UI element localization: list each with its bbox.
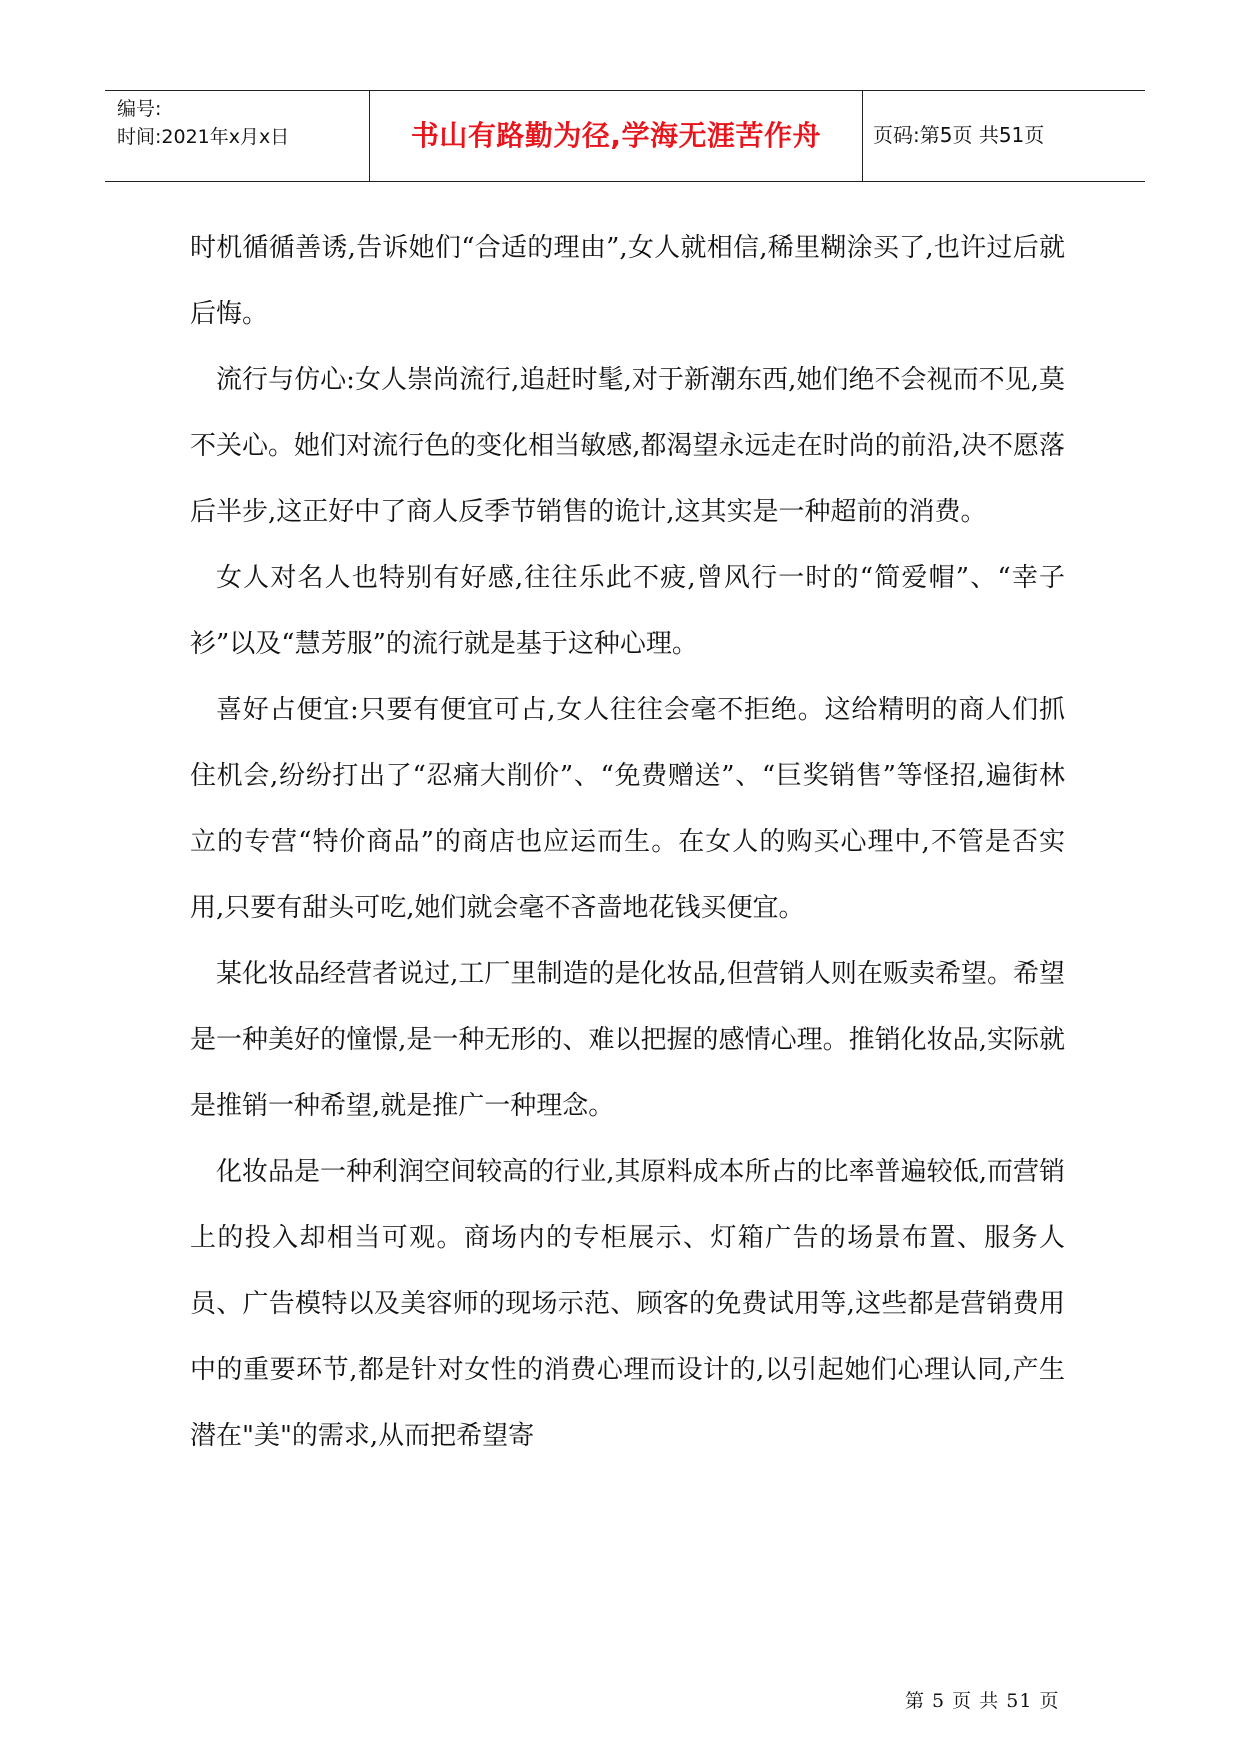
document-body xyxy=(190,215,1065,1469)
header-page-number: 页码:第5页 共51页 xyxy=(873,123,1045,147)
paragraph: 喜好占便宜:只要有便宜可占,女人往往会毫不拒绝。这给精明的商人们抓住机会,纷纷打出了“忍痛大削价”、“免费赠送”、“巨奖销售”等怪招,遍街林立的专营“特价商品”的商店也应运而生。在女人的购买心理中,不管是否实用,只要有甜头可吃,她们就会毫不吝啬地花钱买便宜。 xyxy=(190,695,1065,923)
paragraph: 化妆品是一种利润空间较高的行业,其原料成本所占的比率普遍较低,而营销上的投入却相当可观。商场内的专柜展示、灯箱广告的场景布置、服务人员、广告模特以及美容师的现场示范、顾客的免费试用等,这些都是营销费用中的重要环节,都是针对女性的消费心理而设计的,以引起她们心理认同,产生潜在"美"的需求,从而把希望寄 xyxy=(190,1157,1066,1451)
paragraph: 流行与仿心:女人崇尚流行,追赶时髦,对于新潮东西,她们绝不会视而不见,莫不关心。她们对流行色的变化相当敏感,都渴望永远走在时尚的前沿,决不愿落后半步,这正好中了商人反季节销售的诡计,这其实是一种超前的消费。 xyxy=(190,365,1065,527)
paragraph: 某化妆品经营者说过,工厂里制造的是化妆品,但营销人则在贩卖希望。希望是一种美好的憧憬,是一种无形的、难以把握的感情心理。推销化妆品,实际就是推销一种希望,就是推广一种理念。 xyxy=(190,959,1065,1121)
doc-number-label: 编号: xyxy=(117,98,162,120)
page-header xyxy=(105,90,1145,182)
paragraph-continued: 时机循循善诱,告诉她们“合适的理由”,女人就相信,稀里糊涂买了,也许过后就后悔。 xyxy=(190,233,1065,329)
header-info-block xyxy=(117,95,367,151)
paragraph: 女人对名人也特别有好感,往往乐此不疲,曾风行一时的“简爱帽”、“幸子衫”以及“慧芳服”的流行就是基于这种心理。 xyxy=(190,563,1065,659)
page-footer: 第 5 页 共 51 页 xyxy=(905,1690,1060,1712)
time-label: 时间:2021年x月x日 xyxy=(117,126,290,148)
header-divider-right xyxy=(862,91,863,181)
header-motto: 书山有路勤为径,学海无涯苦作舟 xyxy=(410,119,822,152)
header-divider-left xyxy=(369,91,370,181)
